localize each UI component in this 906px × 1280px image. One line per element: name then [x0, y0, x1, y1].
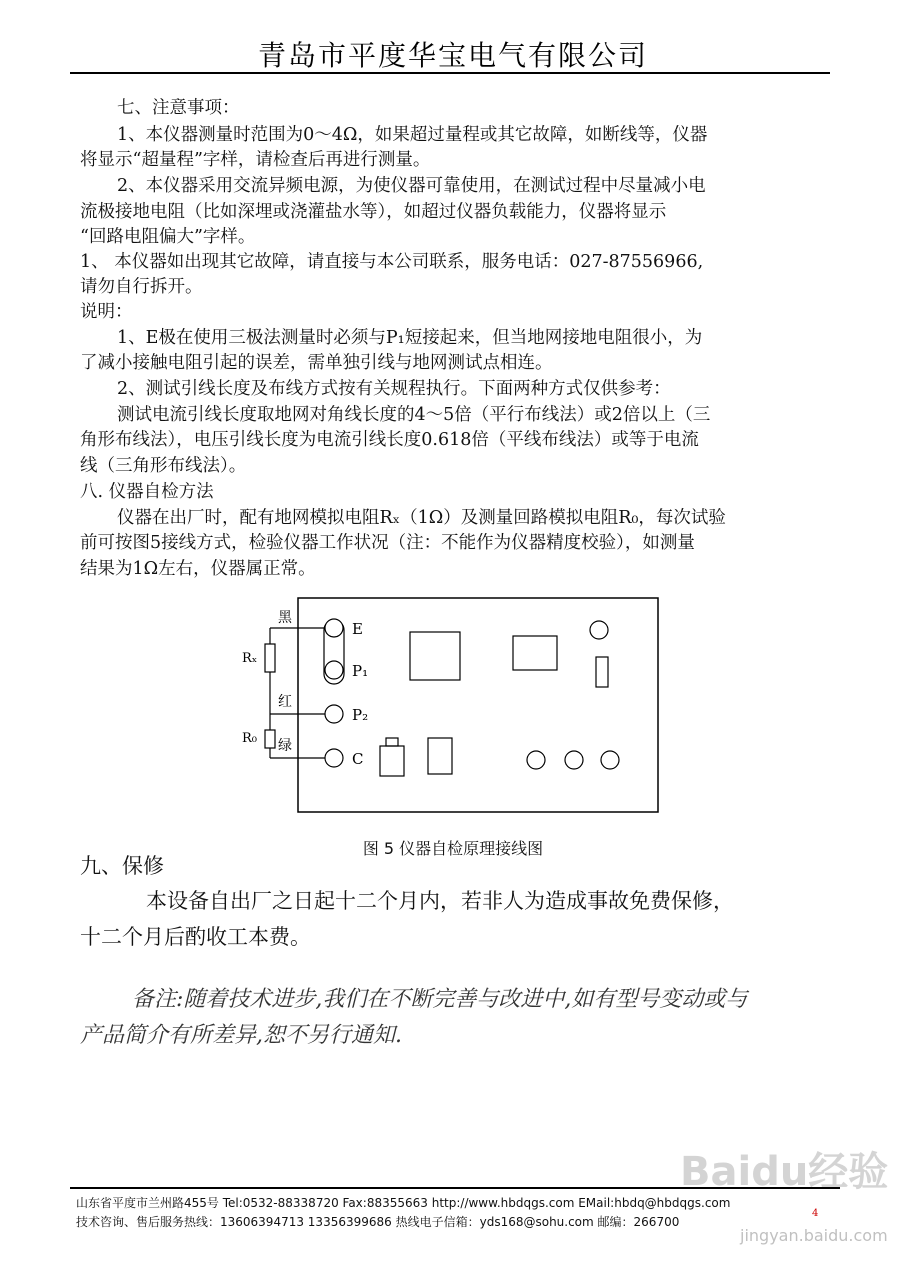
- display-window-icon: [410, 632, 460, 680]
- button-icon-1: [527, 751, 545, 769]
- terminal-c-icon: [325, 749, 343, 767]
- switch-icon: [596, 657, 608, 687]
- section8-title: 八. 仪器自检方法: [80, 482, 214, 502]
- footer-contact: 技术咨询、售后服务热线：13606394713 13356399686 热线电子信箱：yds168@sohu.com 邮编：266700: [76, 1215, 680, 1229]
- page-title: 青岛市平度华宝电气有限公司: [257, 39, 648, 72]
- resistor-r0-label: R₀: [242, 731, 257, 746]
- socket-icon: [428, 738, 452, 774]
- section9-p1-line1: 本设备自出厂之日起十二个月内，若非人为造成事故免费保修，: [146, 889, 734, 913]
- battery-cap-icon: [386, 738, 398, 746]
- section9-title: 九、保修: [80, 854, 164, 878]
- notes-p2-line2: 测试电流引线长度取地网对角线长度的4～5倍（平行布线法）或2倍以上（三: [117, 405, 711, 425]
- terminal-p2-label: P₂: [352, 706, 369, 724]
- notes-p1-line2: 了减小接触电阻引起的误差，需单独引线与地网测试点相连。: [80, 353, 553, 373]
- section7-p3-line2: 请勿自行拆开。: [80, 277, 203, 297]
- terminal-p1-label: P₁: [352, 662, 369, 680]
- notes-p2-line3: 角形布线法），电压引线长度为电流引线长度0.618倍（平线布线法）或等于电流: [80, 430, 699, 450]
- button-icon-3: [601, 751, 619, 769]
- section7-p3-line1: 1、 本仪器如出现其它故障，请直接与本公司联系，服务电话：027-87556966,: [80, 252, 704, 272]
- indicator-window-icon: [513, 636, 557, 670]
- terminal-c-label: C: [352, 750, 364, 768]
- button-icon-2: [565, 751, 583, 769]
- remark-line1: 备注:随着技术进步,我们在不断完善与改进中,如有型号变动或与: [132, 987, 748, 1012]
- wire-red-label: 红: [278, 694, 292, 710]
- wire-green-label: 绿: [278, 738, 292, 754]
- section7-p2-line2: 流极接地电阻（比如深埋或浇灌盐水等），如超过仪器负载能力，仪器将显示: [80, 202, 667, 222]
- notes-p1-line1: 1、E极在使用三极法测量时必须与P₁短接起来，但当地网接地电阻很小，为: [117, 328, 703, 348]
- watermark-url: jingyan.baidu.com: [740, 1226, 888, 1245]
- wire-black-label: 黑: [278, 610, 292, 626]
- section7-p2-line3: “回路电阻偏大”字样。: [80, 227, 256, 247]
- section7-p2-line1: 2、本仪器采用交流异频电源，为使仪器可靠使用，在测试过程中尽量减小电: [117, 176, 706, 196]
- section8-p1-line1: 仪器在出厂时，配有地网模拟电阻Rₓ（1Ω）及测量回路模拟电阻R₀，每次试验: [117, 508, 726, 528]
- notes-title: 说明：: [80, 302, 133, 322]
- footer-address: 山东省平度市兰州路455号 Tel:0532-88338720 Fax:88355663 http://www.hbdqgs.com EMail:hbdq@hbdqgs.com: [76, 1196, 731, 1210]
- terminal-p2-icon: [325, 705, 343, 723]
- terminal-e-icon: [325, 619, 343, 637]
- section7-title: 七、注意事项：: [117, 98, 240, 118]
- notes-p2-line4: 线（三角形布线法）。: [80, 456, 247, 476]
- section8-p1-line2: 前可按图5接线方式，检验仪器工作状况（注：不能作为仪器精度校验），如测量: [80, 533, 695, 553]
- battery-box-icon: [380, 746, 404, 776]
- section8-p1-line3: 结果为1Ω左右，仪器属正常。: [80, 559, 316, 579]
- knob-icon: [590, 621, 608, 639]
- watermark-logo: Baidu经验: [680, 1149, 889, 1195]
- header-rule: [70, 72, 830, 74]
- section7-p1-line1: 1、本仪器测量时范围为0～4Ω，如果超过量程或其它故障，如断线等，仪器: [117, 125, 708, 145]
- remark-line2: 产品简介有所差异,恕不另行通知.: [80, 1023, 402, 1048]
- terminal-p1-icon: [325, 661, 343, 679]
- resistor-r0: [265, 730, 275, 748]
- figure-caption: 图 5 仪器自检原理接线图: [362, 839, 544, 858]
- notes-p2-line1: 2、测试引线长度及布线方式按有关规程执行。下面两种方式仅供参考：: [117, 379, 671, 399]
- resistor-rx: [265, 644, 275, 672]
- section9-p1-line2: 十二个月后酌收工本费。: [80, 925, 311, 949]
- wiring-diagram: [230, 590, 670, 830]
- section7-p1-line2: 将显示“超量程”字样，请检查后再进行测量。: [80, 150, 431, 170]
- page-number: 4: [812, 1208, 819, 1219]
- terminal-e-label: E: [352, 620, 363, 638]
- resistor-rx-label: Rₓ: [242, 651, 258, 666]
